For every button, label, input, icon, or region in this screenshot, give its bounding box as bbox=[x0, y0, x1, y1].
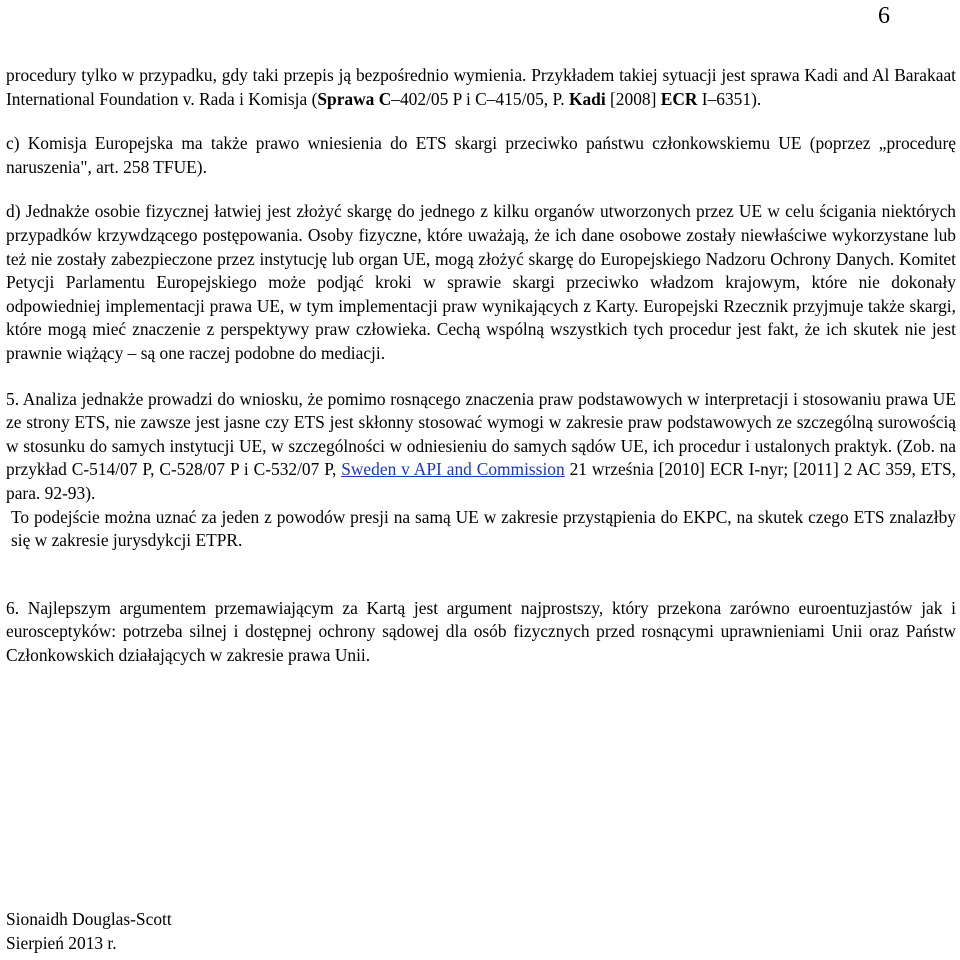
paragraph-6-argument: 6. Najlepszym argumentem przemawiającym za Kartą jest argument najprostszy, który przekona zarówno euroentuzjastów jak i eurosceptyków: potrzeba silnej i dostępnej ochrony sądowej dla osób fizycznych przed rosnącymi uprawnieniami Unii oraz Państw Członkowskich działających w zakresie prawa Unii. bbox=[6, 597, 956, 665]
paragraph-c-commission: c) Komisja Europejska ma także prawo wniesienia do ETS skargi przeciwko państwu członkowskiemu UE (poprzez „procedurę naruszenia", art. 258 TFUE). bbox=[6, 133, 956, 177]
document-body bbox=[6, 64, 956, 667]
paragraph-kadi: procedury tylko w przypadku, gdy taki przepis ją bezpośrednio wymienia. Przykładem takiej sytuacji jest sprawa Kadi and Al Barakaat International Foundation v. Rada i Komisja (Sprawa C–402/05 P i C–415/05, P. Kadi [2008] ECR I–6351). bbox=[6, 65, 956, 109]
page-number: 6 bbox=[878, 3, 890, 29]
case-link-sweden-v-api[interactable]: Sweden v API and Commission bbox=[341, 459, 565, 480]
signature-block bbox=[6, 908, 172, 955]
paragraph-d-complaints: d) Jednakże osobie fizycznej łatwiej jest złożyć skargę do jednego z kilku organów utworzonych przez UE w celu ścigania niektórych przypadków krzywdzącego postępowania. Osoby fizyczne, które uważają, że ich dane osobowe zostały niewłaściwe wykorzystane lub też nie zostały zabezpieczone przez instytucję lub organ UE, mogą złożyć skargę do Europejskiego Nadzoru Ochrony Danych. Komitet Petycji Parlamentu Europejskiego może podjąć kroki w sprawie skargi przeciwko władzom krajowym, które nie dokonały odpowiedniej implementacji prawa UE, w tym implementacji praw wynikających z Karty. Europejski Rzecznik przyjmuje także skargi, które mogą mieć znaczenie z perspektywy praw człowieka. Cechą wspólną wszystkich tych procedur jest fakt, że ich skutek nie jest prawnie wiążący – są one raczej podobne do mediacji. bbox=[6, 201, 956, 363]
paragraph-5-analysis: 5. Analiza jednakże prowadzi do wniosku, że pomimo rosnącego znaczenia praw podstawowych w interpretacji i stosowaniu prawa UE ze strony ETS, nie zawsze jest jasne czy ETS jest skłonny stosować wymogi w zakresie praw podstawowych ze szczególną surowością w stosunku do samych instytucji UE, w szczególności w odniesieniu do samych sądów UE, ich procedur i ustalonych praktyk. (Zob. na przykład C-514/07 P, C-528/07 P i C-532/07 P, Sweden v API and Commission 21 września [2010] ECR I-nyr; [2011] 2 AC 359, ETS, para. 92-93). bbox=[6, 388, 956, 503]
signature-date: Sierpień 2013 r. bbox=[6, 932, 117, 953]
paragraph-approach: To podejście można uznać za jeden z powodów presji na samą UE w zakresie przystąpienia do EKPC, na skutek czego ETS znalazłby się w zakresie jurysdykcji ETPR. bbox=[11, 506, 956, 551]
author-name: Sionaidh Douglas-Scott bbox=[6, 909, 172, 929]
